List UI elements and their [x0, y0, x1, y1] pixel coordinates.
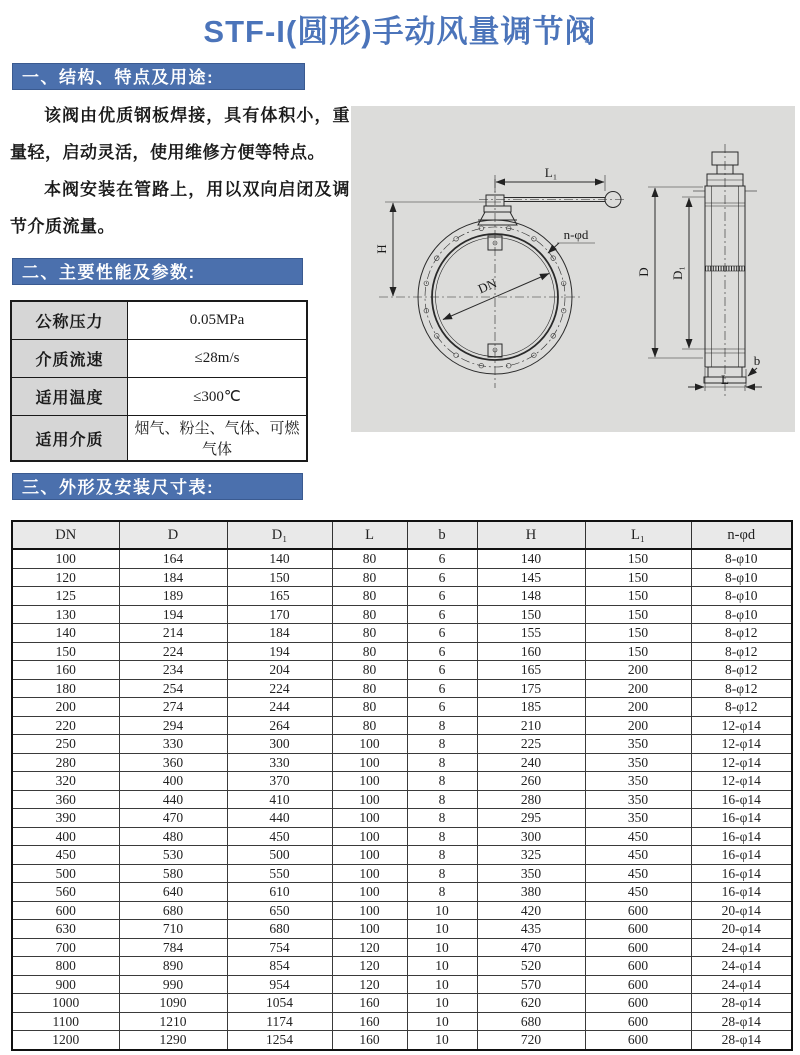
technical-drawing: [351, 106, 795, 432]
table-cell: 8-φ10: [691, 568, 792, 587]
table-cell: 194: [119, 605, 227, 624]
table-cell: 8: [407, 809, 477, 828]
performance-table-body: [11, 301, 307, 461]
table-cell: 234: [119, 661, 227, 680]
table-row: [12, 864, 792, 883]
table-cell: 600: [12, 901, 119, 920]
param-row: [11, 416, 307, 462]
table-cell: 350: [585, 790, 691, 809]
param-row: [11, 301, 307, 340]
intro-paragraph-2: 本阀安装在管路上，用以双向启闭及调节介质流量。: [10, 180, 350, 236]
table-cell: 10: [407, 975, 477, 994]
table-row: [12, 716, 792, 735]
table-cell: 100: [332, 772, 407, 791]
section-heading-text: 二、主要性能及参数:: [22, 263, 196, 282]
table-cell: 100: [332, 735, 407, 754]
table-cell: 6: [407, 549, 477, 568]
table-cell: 6: [407, 587, 477, 606]
table-cell: 450: [227, 827, 332, 846]
bolt-hole: [454, 237, 459, 242]
table-cell: 1290: [119, 1031, 227, 1050]
table-cell: 854: [227, 957, 332, 976]
table-cell: 450: [585, 846, 691, 865]
table-cell: 710: [119, 920, 227, 939]
valve-drawing-svg: [351, 106, 795, 432]
section-heading-structure: [12, 63, 305, 90]
param-value: ≤28m/s: [128, 340, 308, 378]
param-label: 介质流速: [11, 340, 128, 378]
section-heading-text: 三、外形及安装尺寸表:: [22, 478, 215, 497]
table-cell: 610: [227, 883, 332, 902]
column-header: L₁: [585, 521, 691, 549]
section-heading-performance: [12, 258, 303, 285]
table-cell: 550: [227, 864, 332, 883]
table-cell: 80: [332, 605, 407, 624]
table-cell: 720: [477, 1031, 585, 1050]
table-cell: 170: [227, 605, 332, 624]
table-cell: 200: [585, 661, 691, 680]
table-row: [12, 661, 792, 680]
table-cell: 80: [332, 716, 407, 735]
table-cell: 530: [119, 846, 227, 865]
table-cell: 165: [477, 661, 585, 680]
table-row: [12, 809, 792, 828]
table-cell: 165: [227, 587, 332, 606]
table-cell: 164: [119, 549, 227, 568]
table-cell: 280: [12, 753, 119, 772]
table-row: [12, 753, 792, 772]
dimension-table-header-row: [12, 521, 792, 549]
table-cell: 189: [119, 587, 227, 606]
param-row: [11, 378, 307, 416]
table-row: [12, 920, 792, 939]
table-cell: 150: [12, 642, 119, 661]
dim-label-L1: L₁: [544, 165, 558, 180]
table-cell: 420: [477, 901, 585, 920]
table-cell: 100: [12, 549, 119, 568]
table-cell: 240: [477, 753, 585, 772]
table-cell: 244: [227, 698, 332, 717]
table-cell: 16-φ14: [691, 846, 792, 865]
table-cell: 450: [585, 883, 691, 902]
table-cell: 155: [477, 624, 585, 643]
table-cell: 450: [585, 827, 691, 846]
section-heading-dimensions: [12, 473, 303, 500]
dimension-table: [11, 520, 793, 1051]
table-cell: 6: [407, 605, 477, 624]
table-cell: 80: [332, 698, 407, 717]
table-row: [12, 624, 792, 643]
table-cell: 185: [477, 698, 585, 717]
table-cell: 620: [477, 994, 585, 1013]
table-cell: 12-φ14: [691, 772, 792, 791]
param-value: 0.05MPa: [128, 301, 308, 340]
table-cell: 1054: [227, 994, 332, 1013]
intro-paragraph-1: 该阀由优质钢板焊接，具有体积小，重量轻，启动灵活，使用维修方便等特点。: [10, 106, 350, 162]
table-cell: 148: [477, 587, 585, 606]
table-cell: 600: [585, 1012, 691, 1031]
table-cell: 600: [585, 994, 691, 1013]
table-cell: 8: [407, 846, 477, 865]
table-cell: 350: [585, 772, 691, 791]
table-cell: 8-φ12: [691, 624, 792, 643]
table-cell: 145: [477, 568, 585, 587]
table-cell: 200: [585, 716, 691, 735]
param-row: [11, 340, 307, 378]
table-cell: 24-φ14: [691, 957, 792, 976]
table-cell: 80: [332, 679, 407, 698]
table-cell: 140: [477, 549, 585, 568]
table-cell: 200: [12, 698, 119, 717]
table-cell: 80: [332, 661, 407, 680]
table-cell: 160: [332, 1012, 407, 1031]
table-cell: 350: [585, 735, 691, 754]
table-cell: 224: [227, 679, 332, 698]
front-view: [374, 165, 625, 388]
table-cell: 440: [119, 790, 227, 809]
table-cell: 16-φ14: [691, 864, 792, 883]
table-cell: 184: [227, 624, 332, 643]
param-value: 烟气、粉尘、气体、可燃气体: [128, 416, 308, 462]
table-cell: 150: [227, 568, 332, 587]
table-cell: 6: [407, 661, 477, 680]
table-cell: 16-φ14: [691, 883, 792, 902]
table-cell: 440: [227, 809, 332, 828]
table-cell: 8-φ10: [691, 605, 792, 624]
column-header: D: [119, 521, 227, 549]
table-cell: 295: [477, 809, 585, 828]
table-cell: 640: [119, 883, 227, 902]
column-header: n-φd: [691, 521, 792, 549]
table-cell: 150: [585, 642, 691, 661]
table-cell: 24-φ14: [691, 975, 792, 994]
table-cell: 224: [119, 642, 227, 661]
table-cell: 120: [332, 975, 407, 994]
table-row: [12, 827, 792, 846]
table-cell: 80: [332, 624, 407, 643]
param-label: 适用温度: [11, 378, 128, 416]
table-cell: 8: [407, 772, 477, 791]
table-cell: 8-φ12: [691, 698, 792, 717]
dim-label-H: H: [374, 244, 389, 254]
table-cell: 150: [585, 568, 691, 587]
table-cell: 210: [477, 716, 585, 735]
table-cell: 10: [407, 1012, 477, 1031]
table-cell: 370: [227, 772, 332, 791]
table-cell: 120: [332, 938, 407, 957]
table-cell: 130: [12, 605, 119, 624]
table-cell: 480: [119, 827, 227, 846]
table-cell: 10: [407, 938, 477, 957]
table-cell: 80: [332, 642, 407, 661]
table-cell: 8: [407, 864, 477, 883]
table-cell: 180: [12, 679, 119, 698]
table-cell: 175: [477, 679, 585, 698]
table-cell: 150: [585, 624, 691, 643]
table-row: [12, 1031, 792, 1050]
table-cell: 225: [477, 735, 585, 754]
table-cell: 10: [407, 994, 477, 1013]
table-cell: 16-φ14: [691, 827, 792, 846]
table-row: [12, 568, 792, 587]
table-cell: 600: [585, 901, 691, 920]
table-cell: 140: [12, 624, 119, 643]
table-cell: 680: [227, 920, 332, 939]
table-cell: 900: [12, 975, 119, 994]
table-cell: 100: [332, 753, 407, 772]
table-cell: 160: [477, 642, 585, 661]
section-heading-text: 一、结构、特点及用途:: [22, 68, 215, 87]
table-cell: 100: [332, 827, 407, 846]
table-cell: 1174: [227, 1012, 332, 1031]
table-cell: 28-φ14: [691, 1031, 792, 1050]
table-cell: 8: [407, 716, 477, 735]
table-cell: 300: [477, 827, 585, 846]
table-row: [12, 846, 792, 865]
table-cell: 200: [585, 698, 691, 717]
param-value: ≤300℃: [128, 378, 308, 416]
table-cell: 160: [12, 661, 119, 680]
table-cell: 680: [119, 901, 227, 920]
table-row: [12, 549, 792, 568]
table-cell: 250: [12, 735, 119, 754]
table-cell: 8: [407, 827, 477, 846]
table-cell: 8-φ12: [691, 679, 792, 698]
table-row: [12, 679, 792, 698]
table-cell: 125: [12, 587, 119, 606]
table-cell: 1100: [12, 1012, 119, 1031]
table-cell: 254: [119, 679, 227, 698]
table-cell: 600: [585, 975, 691, 994]
table-cell: 8: [407, 753, 477, 772]
table-cell: 330: [119, 735, 227, 754]
table-cell: 294: [119, 716, 227, 735]
table-row: [12, 1012, 792, 1031]
page-title: STF-I(圆形)手动风量调节阀: [203, 14, 597, 49]
dim-label-DN: DN: [475, 275, 499, 297]
table-cell: 100: [332, 901, 407, 920]
table-row: [12, 605, 792, 624]
column-header: b: [407, 521, 477, 549]
table-cell: 990: [119, 975, 227, 994]
table-cell: 6: [407, 698, 477, 717]
table-cell: 10: [407, 920, 477, 939]
table-cell: 630: [12, 920, 119, 939]
table-cell: 200: [585, 679, 691, 698]
table-row: [12, 587, 792, 606]
table-cell: 520: [477, 957, 585, 976]
table-row: [12, 994, 792, 1013]
table-cell: 330: [227, 753, 332, 772]
table-cell: 600: [585, 920, 691, 939]
table-cell: 28-φ14: [691, 994, 792, 1013]
bolt-hole: [479, 226, 484, 231]
dim-label-D: D: [636, 267, 651, 277]
table-cell: 380: [477, 883, 585, 902]
table-cell: 570: [477, 975, 585, 994]
table-cell: 6: [407, 642, 477, 661]
table-cell: 16-φ14: [691, 809, 792, 828]
table-cell: 560: [12, 883, 119, 902]
table-cell: 214: [119, 624, 227, 643]
table-row: [12, 698, 792, 717]
table-cell: 100: [332, 920, 407, 939]
table-cell: 8-φ12: [691, 642, 792, 661]
table-cell: 600: [585, 957, 691, 976]
table-cell: 8-φ12: [691, 661, 792, 680]
table-cell: 680: [477, 1012, 585, 1031]
table-cell: 320: [12, 772, 119, 791]
table-row: [12, 901, 792, 920]
table-row: [12, 642, 792, 661]
intro-text: [10, 97, 350, 245]
table-row: [12, 883, 792, 902]
table-cell: 450: [585, 864, 691, 883]
table-cell: 300: [227, 735, 332, 754]
table-cell: 580: [119, 864, 227, 883]
table-cell: 500: [227, 846, 332, 865]
table-cell: 100: [332, 790, 407, 809]
table-cell: 28-φ14: [691, 1012, 792, 1031]
table-cell: 390: [12, 809, 119, 828]
table-row: [12, 938, 792, 957]
table-cell: 80: [332, 549, 407, 568]
table-cell: 150: [477, 605, 585, 624]
table-cell: 150: [585, 605, 691, 624]
table-cell: 1000: [12, 994, 119, 1013]
table-cell: 12-φ14: [691, 716, 792, 735]
table-cell: 400: [119, 772, 227, 791]
column-header: D₁: [227, 521, 332, 549]
param-label: 公称压力: [11, 301, 128, 340]
table-cell: 470: [119, 809, 227, 828]
table-cell: 20-φ14: [691, 901, 792, 920]
bolt-hole: [454, 353, 459, 358]
table-cell: 100: [332, 864, 407, 883]
table-cell: 194: [227, 642, 332, 661]
table-row: [12, 975, 792, 994]
table-cell: 800: [12, 957, 119, 976]
table-cell: 325: [477, 846, 585, 865]
table-cell: 8: [407, 883, 477, 902]
table-cell: 6: [407, 624, 477, 643]
table-cell: 500: [12, 864, 119, 883]
table-cell: 470: [477, 938, 585, 957]
table-cell: 264: [227, 716, 332, 735]
column-header: DN: [12, 521, 119, 549]
table-cell: 80: [332, 587, 407, 606]
param-label: 适用介质: [11, 416, 128, 462]
table-cell: 140: [227, 549, 332, 568]
table-cell: 184: [119, 568, 227, 587]
dim-label-L: L: [721, 372, 729, 387]
table-cell: 204: [227, 661, 332, 680]
side-view: [636, 144, 762, 396]
table-cell: 450: [12, 846, 119, 865]
table-cell: 274: [119, 698, 227, 717]
table-cell: 435: [477, 920, 585, 939]
performance-table: [10, 300, 308, 462]
table-cell: 6: [407, 679, 477, 698]
table-cell: 100: [332, 883, 407, 902]
table-cell: 400: [12, 827, 119, 846]
table-cell: 350: [477, 864, 585, 883]
table-cell: 650: [227, 901, 332, 920]
table-cell: 600: [585, 938, 691, 957]
table-cell: 6: [407, 568, 477, 587]
table-cell: 20-φ14: [691, 920, 792, 939]
table-row: [12, 957, 792, 976]
table-cell: 10: [407, 1031, 477, 1050]
table-cell: 360: [12, 790, 119, 809]
table-cell: 8: [407, 735, 477, 754]
table-cell: 1210: [119, 1012, 227, 1031]
dim-label-n-phi-d: n-φd: [563, 227, 589, 242]
table-cell: 1090: [119, 994, 227, 1013]
table-row: [12, 735, 792, 754]
table-cell: 80: [332, 568, 407, 587]
table-cell: 350: [585, 753, 691, 772]
table-cell: 150: [585, 587, 691, 606]
table-cell: 12-φ14: [691, 753, 792, 772]
table-cell: 10: [407, 901, 477, 920]
dimension-table-body: [12, 549, 792, 1050]
table-cell: 8-φ10: [691, 587, 792, 606]
table-cell: 24-φ14: [691, 938, 792, 957]
table-cell: 754: [227, 938, 332, 957]
table-cell: 100: [332, 846, 407, 865]
column-header: H: [477, 521, 585, 549]
table-cell: 350: [585, 809, 691, 828]
table-cell: 16-φ14: [691, 790, 792, 809]
table-cell: 954: [227, 975, 332, 994]
table-cell: 120: [332, 957, 407, 976]
table-cell: 360: [119, 753, 227, 772]
table-cell: 12-φ14: [691, 735, 792, 754]
table-cell: 700: [12, 938, 119, 957]
table-cell: 890: [119, 957, 227, 976]
table-cell: 1200: [12, 1031, 119, 1050]
table-cell: 100: [332, 809, 407, 828]
table-cell: 260: [477, 772, 585, 791]
table-cell: 160: [332, 1031, 407, 1050]
table-cell: 10: [407, 957, 477, 976]
table-cell: 8-φ10: [691, 549, 792, 568]
table-cell: 160: [332, 994, 407, 1013]
table-cell: 410: [227, 790, 332, 809]
table-cell: 8: [407, 790, 477, 809]
dim-label-b: b: [753, 353, 761, 368]
table-cell: 150: [585, 549, 691, 568]
table-row: [12, 772, 792, 791]
table-cell: 220: [12, 716, 119, 735]
column-header: L: [332, 521, 407, 549]
dim-label-D1: D₁: [670, 266, 685, 280]
table-cell: 784: [119, 938, 227, 957]
table-row: [12, 790, 792, 809]
table-cell: 120: [12, 568, 119, 587]
table-cell: 280: [477, 790, 585, 809]
table-cell: 600: [585, 1031, 691, 1050]
table-cell: 1254: [227, 1031, 332, 1050]
